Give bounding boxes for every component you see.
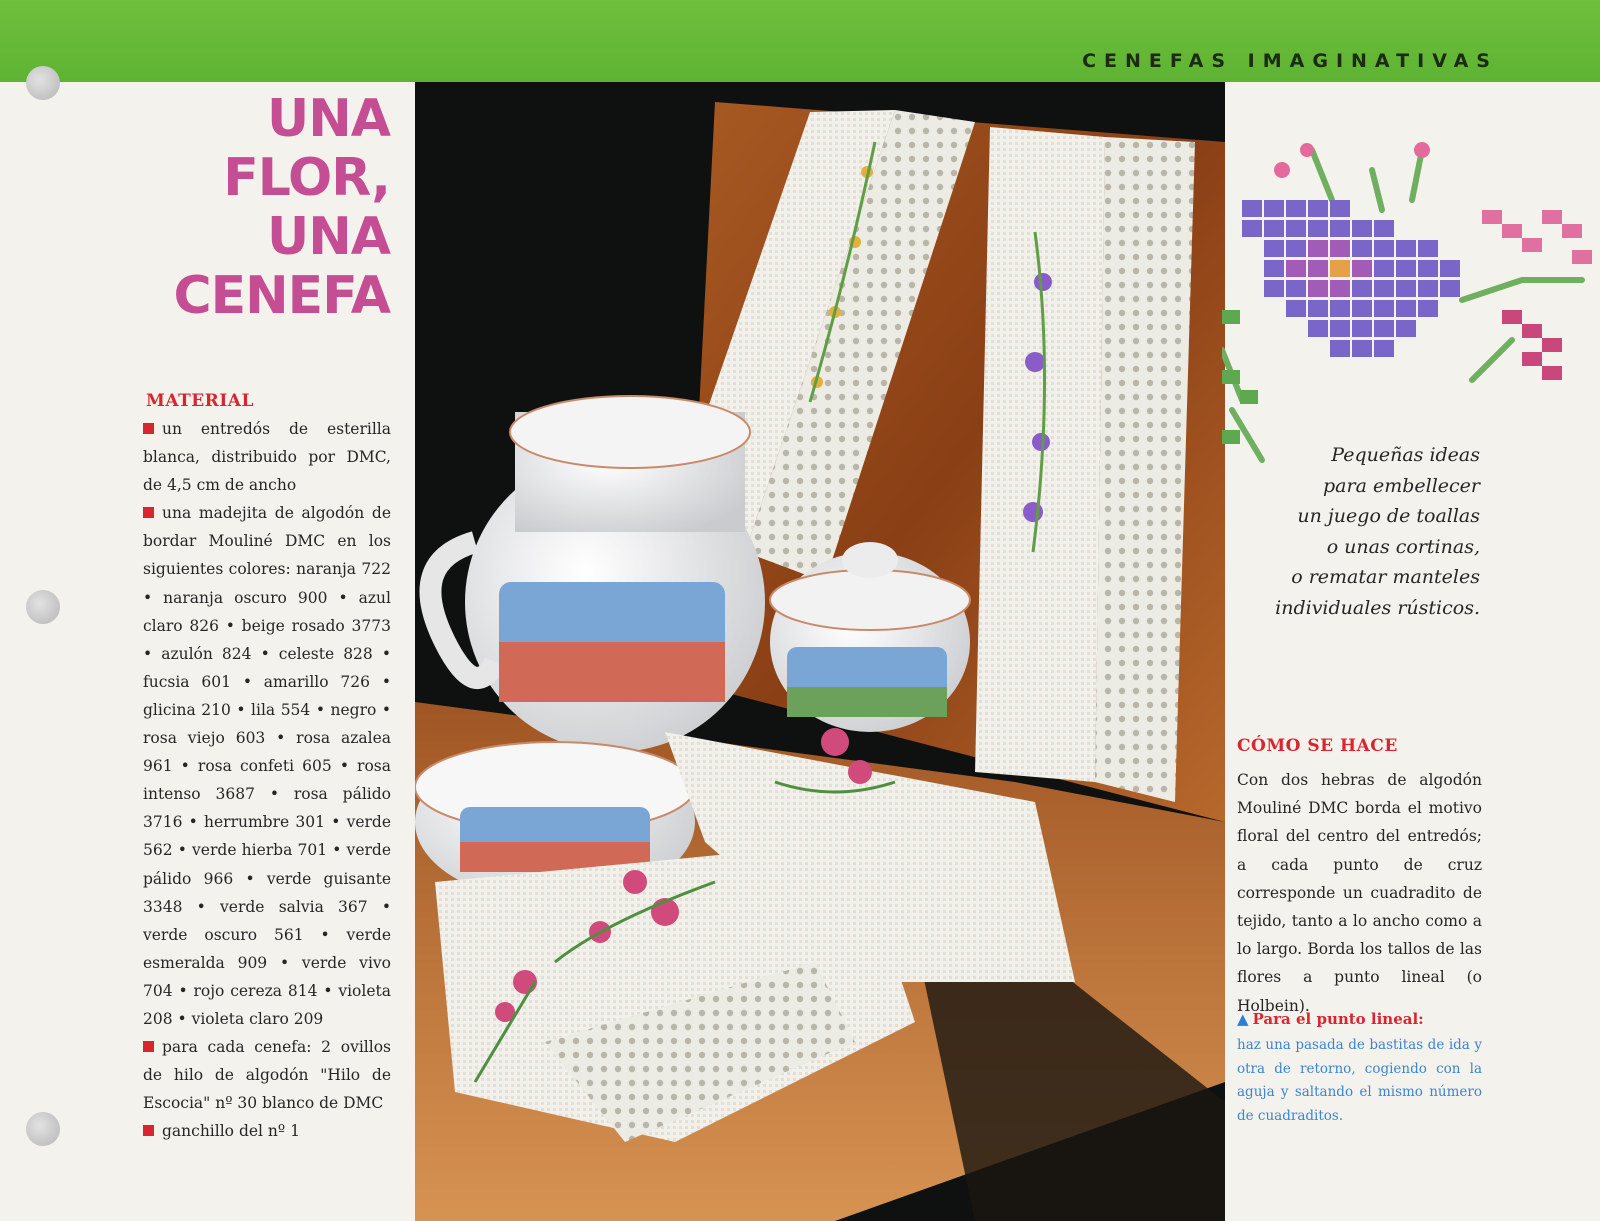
stitch-cell (1264, 260, 1284, 277)
instructions-heading: CÓMO SE HACE (1237, 736, 1398, 756)
intro-line: Pequeñas ideas (1331, 444, 1480, 466)
still-life-photo (415, 82, 1225, 1221)
stitch-cell (1396, 280, 1416, 297)
stitch-cell (1418, 240, 1438, 257)
stitch-cell (1264, 200, 1284, 217)
stitch-cell (1308, 320, 1328, 337)
square-bullet-icon (143, 1041, 154, 1052)
stitch-cell (1374, 260, 1394, 277)
stitch-cell (1308, 220, 1328, 237)
intro-line: un juego de toallas (1297, 505, 1480, 527)
intro-line: o unas cortinas, (1326, 535, 1480, 558)
material-item: un entredós de esterilla blanca, distribuido por DMC, de 4,5 cm de ancho (143, 420, 391, 495)
stitch-cell (1440, 260, 1460, 277)
stitch-cell (1374, 240, 1394, 257)
instructions-text: Con dos hebras de algodón Mouliné DMC borda el motivo floral del centro del entredós; a cada punto de cruz corresponde un cuadradito de tejido, tanto a lo ancho como a lo largo. Borda los tallos de las flores a punto lineal (o Holbein). (1237, 771, 1482, 1015)
stitch-cell (1286, 260, 1306, 277)
triangle-bullet-icon: ▲ (1237, 1010, 1249, 1028)
stitch-cell (1330, 280, 1350, 297)
stitch-cell (1264, 240, 1284, 257)
stitch-cell (1352, 300, 1372, 317)
stitch-cell (1330, 340, 1350, 357)
stitch-cell (1264, 280, 1284, 297)
stitch-cell (1286, 240, 1306, 257)
stitch-cell (1286, 220, 1306, 237)
stitch-cell (1286, 280, 1306, 297)
stitch-cell (1418, 280, 1438, 297)
stitch-cell (1352, 240, 1372, 257)
stitch-cell (1308, 280, 1328, 297)
stitch-cell (1418, 260, 1438, 277)
stitch-cell (1330, 220, 1350, 237)
binder-hole-middle (26, 590, 60, 624)
stitch-cell (1352, 260, 1372, 277)
material-list (143, 415, 391, 1145)
page-title (150, 90, 390, 326)
stitch-cell (1396, 240, 1416, 257)
material-item: una madejita de algodón de bordar Mouliné DMC en los siguientes colores: naranja 722 • naranja oscuro 900 • azul claro 826 • beige rosado 3773 • azulón 824 • celeste 828 • fucsia 601 • amarillo 726 • glicina 210 • lila 554 • negro • rosa viejo 603 • rosa azalea 961 • rosa confeti 605 • rosa intenso 3687 • rosa pálido 3716 • herrumbre 301 • verde 562 • verde hierba 701 • verde pálido 966 • verde guisante 3348 • verde salvia 367 • verde oscuro 561 • verde esmeralda 909 • verde vivo 704 • rojo cereza 814 • violeta 208 • violeta claro 209 (143, 504, 391, 1028)
stitch-cell (1308, 260, 1328, 277)
stitch-cell (1396, 320, 1416, 337)
material-item: para cada cenefa: 2 ovillos de hilo de algodón "Hilo de Escocia" nº 30 blanco de DMC (143, 1038, 391, 1113)
stitch-cell (1352, 320, 1372, 337)
header-band (0, 0, 1600, 82)
stitch-cell (1374, 340, 1394, 357)
stitch-cell (1374, 220, 1394, 237)
square-bullet-icon (143, 1125, 154, 1136)
tip-heading: ▲ Para el punto lineal: (1237, 1010, 1424, 1028)
tip-text: haz una pasada de bastitas de ida y otra de retorno, cogiendo con la aguja y saltando el mismo número de cuadraditos. (1237, 1037, 1482, 1125)
title-line: CENEFA (173, 266, 390, 326)
stitch-cell (1264, 220, 1284, 237)
stitch-cell (1374, 300, 1394, 317)
material-item: ganchillo del nº 1 (143, 1117, 391, 1145)
stitch-cell (1242, 220, 1262, 237)
stitch-cell (1352, 280, 1372, 297)
stitch-cell (1330, 260, 1350, 277)
cross-stitch-flower-motif (1222, 140, 1600, 470)
stitch-cell (1286, 300, 1306, 317)
stitch-cell (1330, 200, 1350, 217)
stitch-cell (1418, 300, 1438, 317)
stitch-cell (1286, 200, 1306, 217)
stitch-cell (1308, 300, 1328, 317)
stitch-cell (1440, 280, 1460, 297)
material-heading: MATERIAL (146, 391, 254, 411)
stitch-cell (1374, 280, 1394, 297)
title-line: FLOR, (223, 148, 390, 208)
intro-line: para embellecer (1323, 474, 1480, 497)
square-bullet-icon (143, 423, 154, 434)
stitch-cell (1330, 240, 1350, 257)
intro-line: individuales rústicos. (1275, 596, 1480, 619)
stitch-cell (1308, 240, 1328, 257)
stitch-cell (1374, 320, 1394, 337)
binder-hole-bottom (26, 1112, 60, 1146)
stitch-cell (1352, 220, 1372, 237)
title-line: UNA (267, 89, 390, 149)
square-bullet-icon (143, 507, 154, 518)
binder-hole-top (26, 66, 60, 100)
stitch-cell (1330, 320, 1350, 337)
stitch-cell (1352, 340, 1372, 357)
section-label: CENEFAS IMAGINATIVAS (1082, 50, 1498, 72)
stitch-cell (1330, 300, 1350, 317)
stitch-cell (1396, 300, 1416, 317)
stitch-cell (1396, 260, 1416, 277)
title-line: UNA (267, 207, 390, 267)
intro-text (1250, 440, 1480, 623)
stitch-cell (1308, 200, 1328, 217)
intro-line: o rematar manteles (1291, 566, 1480, 588)
stitch-cell (1242, 200, 1262, 217)
